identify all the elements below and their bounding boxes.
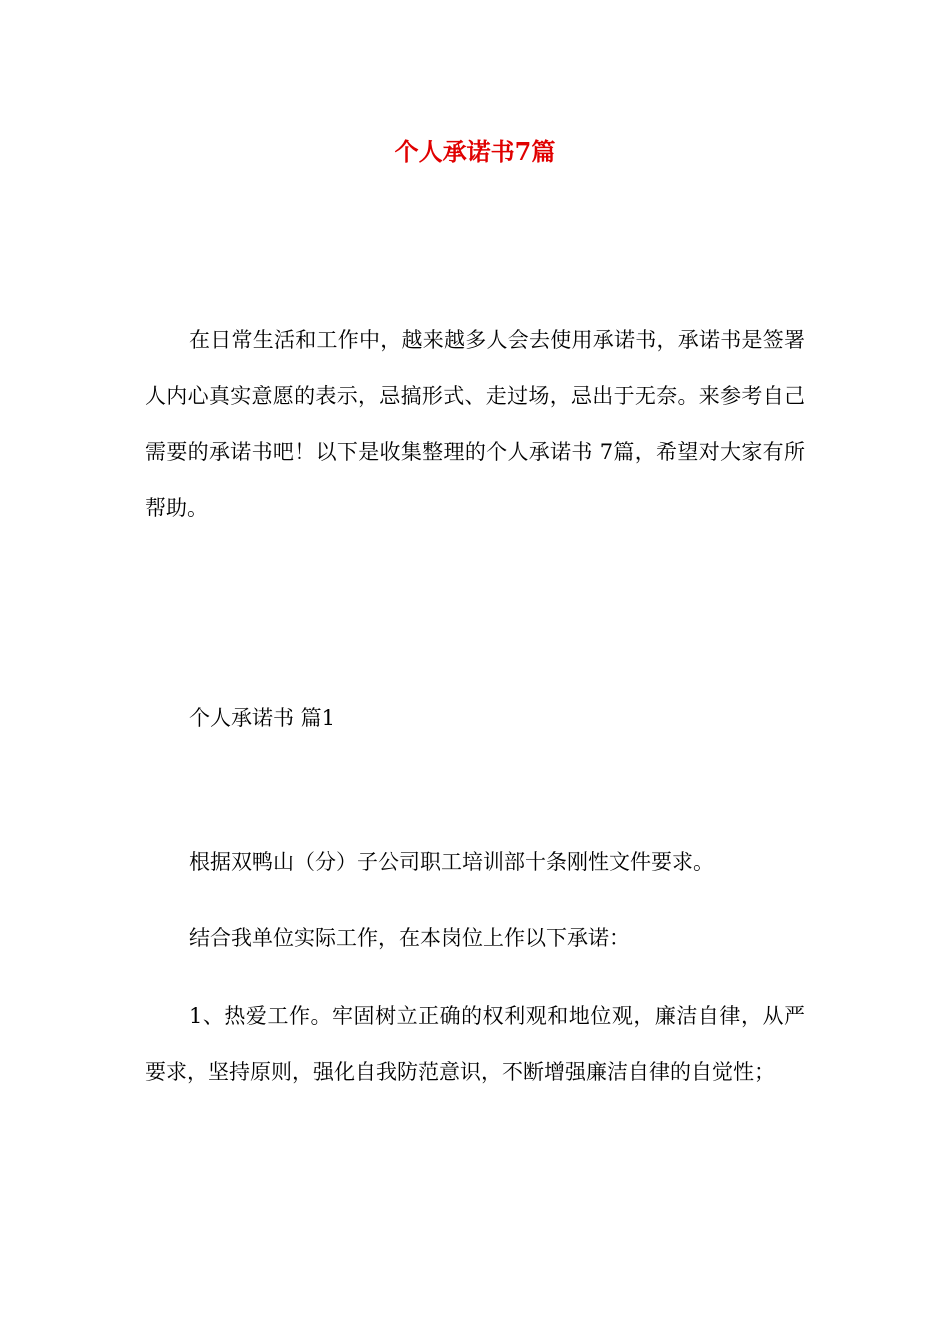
body-paragraph: 结合我单位实际工作，在本岗位上作以下承诺： [189, 926, 630, 950]
intro-paragraph: 在日常生活和工作中，越来越多人会去使用承诺书，承诺书是签署人内心真实意愿的表示，忌搞形式、走过场，忌出于无奈。来参考自己需要的承诺书吧！以下是收集整理的个人承诺书 7篇，希望对大家有所帮助。 [145, 328, 805, 520]
body-paragraph: 1、热爱工作。牢固树立正确的权利观和地位观，廉洁自律，从严要求，坚持原则，强化自我防范意识，不断增强廉洁自律的自觉性； [145, 1004, 805, 1084]
body-paragraph: 根据双鸭山（分）子公司职工培训部十条刚性文件要求。 [189, 850, 714, 874]
section-heading: 个人承诺书 篇1 [189, 706, 336, 730]
document-title: 个人承诺书7篇 [394, 137, 556, 166]
